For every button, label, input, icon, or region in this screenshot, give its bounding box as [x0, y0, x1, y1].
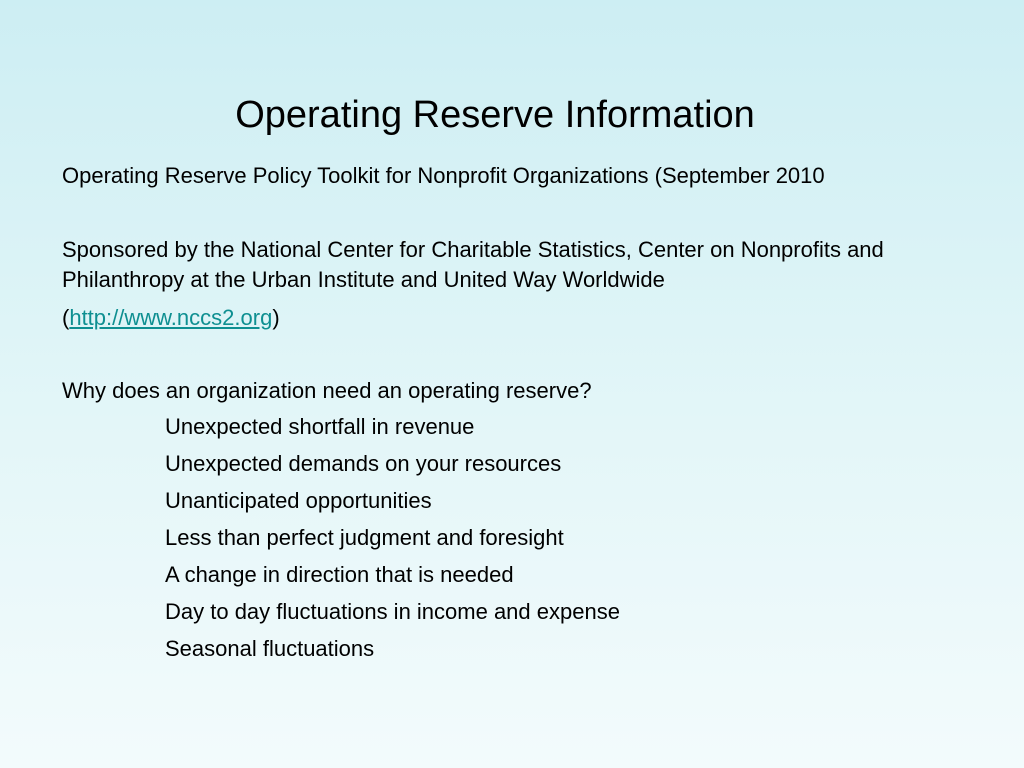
- reason-item: A change in direction that is needed: [165, 562, 514, 587]
- reserve-question: Why does an organization need an operating reserve?: [62, 378, 592, 403]
- url-open-paren: (: [62, 305, 70, 330]
- reason-item: Unexpected demands on your resources: [165, 451, 562, 476]
- reason-item: Day to day fluctuations in income and expense: [165, 599, 620, 624]
- toolkit-reference: Operating Reserve Policy Toolkit for Nonprofit Organizations (September 2010: [62, 163, 825, 188]
- url-close-paren: ): [272, 305, 280, 330]
- reason-item: Unanticipated opportunities: [165, 488, 432, 513]
- reasons-list: [165, 411, 620, 670]
- nccs-link[interactable]: http://www.nccs2.org: [69, 305, 273, 330]
- reason-item: Less than perfect judgment and foresight: [165, 525, 564, 550]
- reason-item: Unexpected shortfall in revenue: [165, 414, 475, 439]
- sponsor-statement: Sponsored by the National Center for Charitable Statistics, Center on Nonprofits and Philanthropy at the Urban Institute and United Way Worldwide: [62, 237, 884, 292]
- slide-title: Operating Reserve Information: [235, 94, 755, 137]
- reason-item: Seasonal fluctuations: [165, 636, 375, 661]
- url-line: [62, 303, 982, 333]
